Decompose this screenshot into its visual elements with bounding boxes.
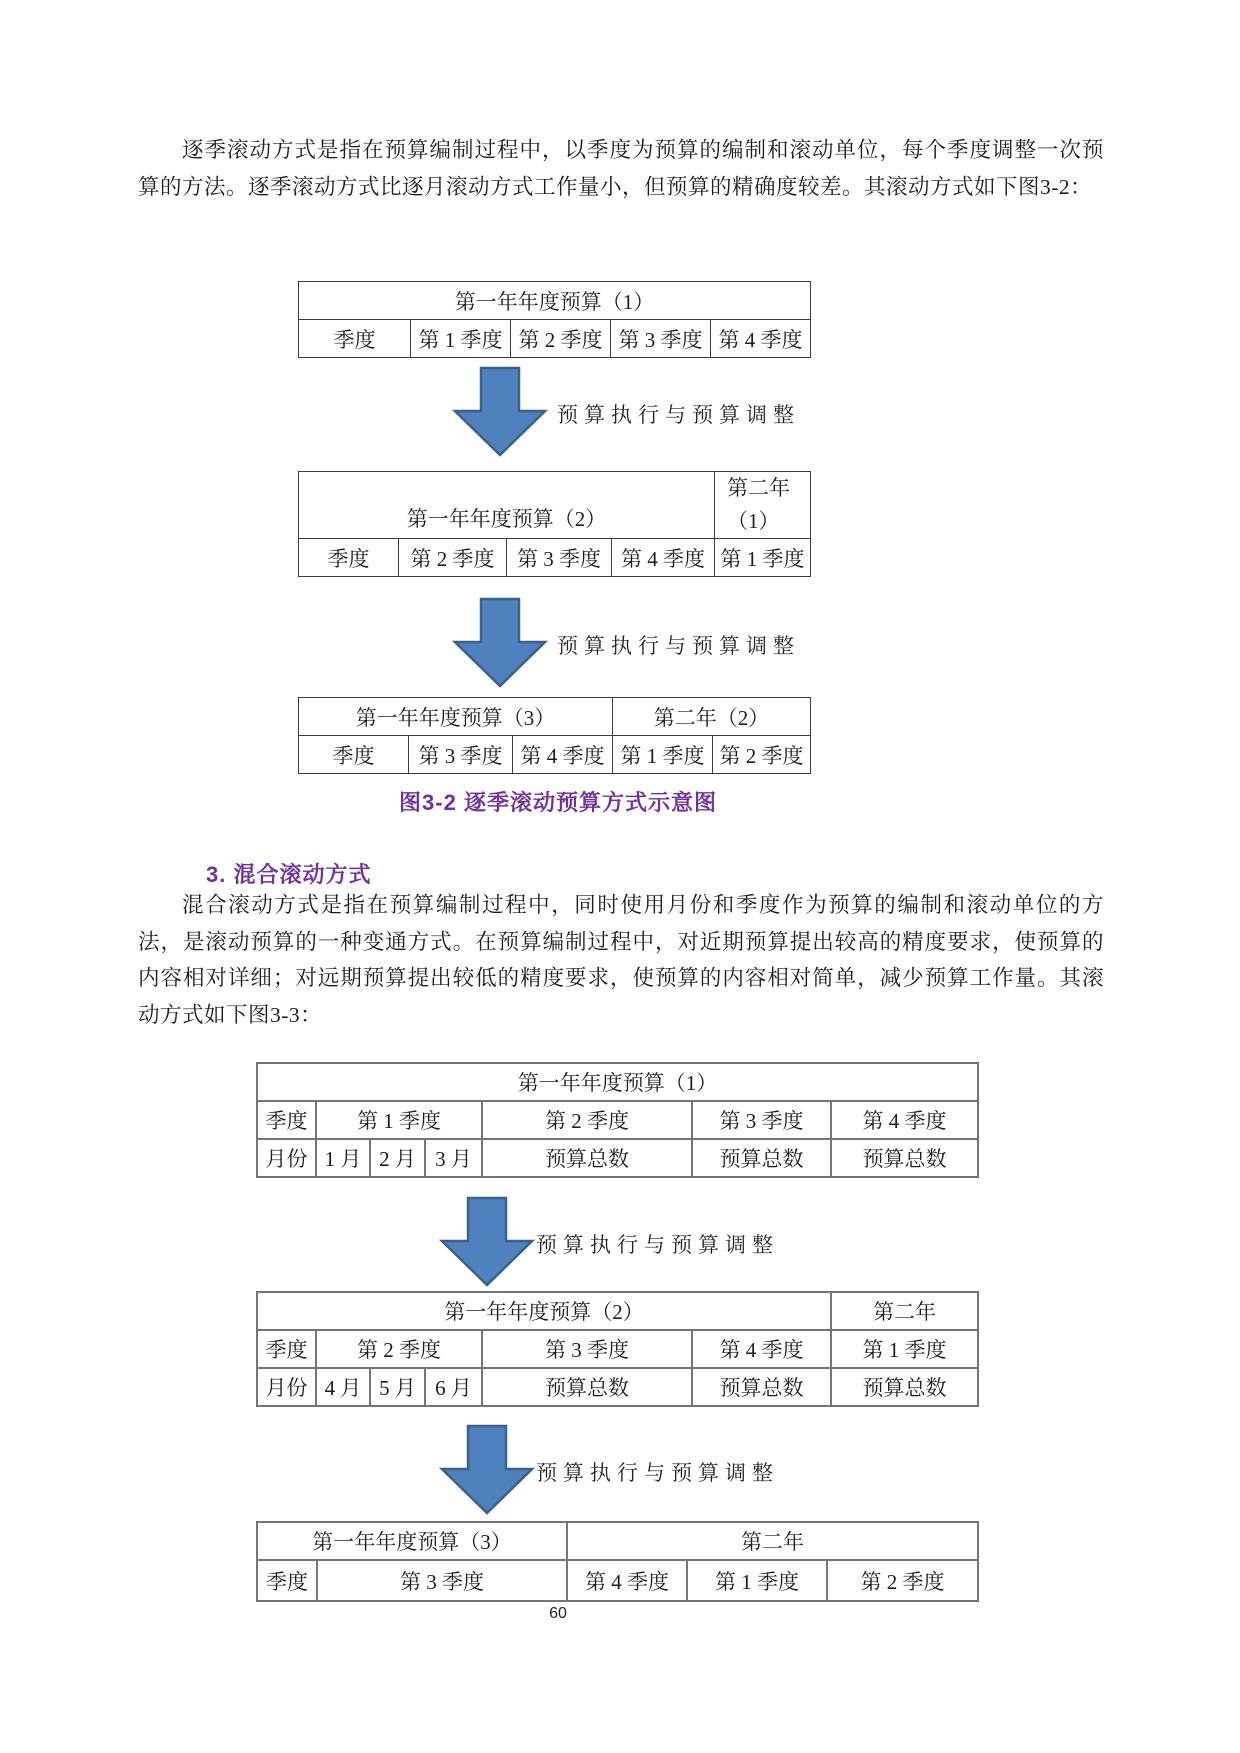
table-cell: 预算总数 bbox=[831, 1368, 978, 1406]
table-cell: 预算总数 bbox=[831, 1139, 978, 1177]
table-row bbox=[257, 1522, 978, 1560]
intro-paragraph: 逐季滚动方式是指在预算编制过程中，以季度为预算的编制和滚动单位，每个季度调整一次预算的方法。逐季滚动方式比逐月滚动方式工作量小，但预算的精确度较差。其滚动方式如下图3-2： bbox=[138, 138, 1104, 199]
fig33-table-3 bbox=[256, 1521, 979, 1602]
table-cell: 1 月 bbox=[316, 1139, 370, 1177]
table-cell: 第 1 季度 bbox=[687, 1560, 827, 1601]
table-cell: 第 3 季度 bbox=[482, 1330, 692, 1368]
table-cell: 预算总数 bbox=[482, 1139, 692, 1177]
table-cell: 第 1 季度 bbox=[715, 539, 811, 577]
down-arrow-icon bbox=[439, 1196, 535, 1288]
table-cell: 季度 bbox=[257, 1560, 317, 1601]
table-row bbox=[257, 1330, 978, 1368]
table-cell: 季度 bbox=[257, 1101, 316, 1139]
table-row bbox=[257, 1063, 978, 1101]
table-row bbox=[257, 1292, 978, 1330]
table-cell: 第 4 季度 bbox=[831, 1101, 978, 1139]
table-cell: 第 3 季度 bbox=[692, 1101, 831, 1139]
table-title-cell: 第一年年度预算（3） bbox=[257, 1522, 567, 1560]
table-cell: 第 2 季度 bbox=[713, 736, 811, 774]
table-row bbox=[257, 1139, 978, 1177]
fig32-table-2 bbox=[298, 471, 811, 577]
table-cell: 第 3 季度 bbox=[317, 1560, 567, 1601]
table-row bbox=[257, 1560, 978, 1601]
table-cell: 第 2 季度 bbox=[511, 320, 611, 358]
down-arrow-icon bbox=[452, 597, 548, 689]
table-cell: 第 3 季度 bbox=[507, 539, 612, 577]
table-cell: 第 4 季度 bbox=[513, 736, 613, 774]
table-cell: 预算总数 bbox=[692, 1368, 831, 1406]
year2-line2: （1） bbox=[727, 509, 780, 533]
page-number: 60 bbox=[549, 1605, 567, 1622]
table-title-cell: 第一年年度预算（2） bbox=[257, 1292, 831, 1330]
table-cell: 第 2 季度 bbox=[827, 1560, 978, 1601]
table-cell: 第 2 季度 bbox=[482, 1101, 692, 1139]
table-cell: 4 月 bbox=[316, 1368, 370, 1406]
table-row bbox=[257, 1101, 978, 1139]
table-row bbox=[299, 736, 811, 774]
table-cell: 第 4 季度 bbox=[567, 1560, 687, 1601]
table-cell: 第 4 季度 bbox=[692, 1330, 831, 1368]
table-cell: 第 2 季度 bbox=[316, 1330, 482, 1368]
table-row bbox=[299, 320, 811, 358]
fig33-table-2 bbox=[256, 1291, 979, 1407]
table-cell: 2 月 bbox=[370, 1139, 425, 1177]
table-cell: 3 月 bbox=[425, 1139, 482, 1177]
table-cell: 季度 bbox=[299, 736, 409, 774]
table-cell: 预算总数 bbox=[692, 1139, 831, 1177]
down-arrow-icon bbox=[452, 366, 548, 458]
table-row bbox=[299, 282, 811, 320]
arrow-label: 预算执行与预算调整 bbox=[536, 1233, 779, 1257]
table-cell: 月份 bbox=[257, 1139, 316, 1177]
year2-cell: 第二年 bbox=[831, 1292, 978, 1330]
year2-cell: 第二年（2） bbox=[613, 698, 811, 736]
fig33-table-1 bbox=[256, 1062, 979, 1178]
table-cell: 季度 bbox=[299, 320, 411, 358]
fig32-table-3 bbox=[298, 697, 811, 774]
arrow-label: 预算执行与预算调整 bbox=[557, 403, 800, 427]
down-arrow-icon bbox=[439, 1424, 535, 1516]
table-cell: 季度 bbox=[299, 539, 399, 577]
table-row bbox=[299, 472, 811, 539]
arrow-label: 预算执行与预算调整 bbox=[557, 634, 800, 658]
year2-line1: 第二年 bbox=[727, 476, 790, 500]
table-cell: 6 月 bbox=[425, 1368, 482, 1406]
fig32-table-1 bbox=[298, 281, 811, 358]
table-cell: 第 2 季度 bbox=[399, 539, 507, 577]
table-cell: 第 3 季度 bbox=[611, 320, 711, 358]
table-cell: 第 1 季度 bbox=[316, 1101, 482, 1139]
table-cell: 第 1 季度 bbox=[613, 736, 713, 774]
table-cell: 第 4 季度 bbox=[711, 320, 811, 358]
table-row bbox=[299, 539, 811, 577]
table-cell: 第 3 季度 bbox=[409, 736, 513, 774]
table-title-cell: 第一年年度预算（1） bbox=[299, 282, 811, 320]
table-cell: 5 月 bbox=[370, 1368, 425, 1406]
table-row bbox=[257, 1368, 978, 1406]
table-cell: 季度 bbox=[257, 1330, 316, 1368]
table-title-cell: 第一年年度预算（3） bbox=[299, 698, 613, 736]
section-heading: 3. 混合滚动方式 bbox=[206, 862, 372, 887]
table-title-cell: 第一年年度预算（1） bbox=[257, 1063, 978, 1101]
fig32-caption: 图3-2 逐季滚动预算方式示意图 bbox=[399, 790, 717, 815]
table-cell: 月份 bbox=[257, 1368, 316, 1406]
table-title-cell: 第一年年度预算（2） bbox=[299, 472, 715, 539]
section-paragraph: 混合滚动方式是指在预算编制过程中，同时使用月份和季度作为预算的编制和滚动单位的方法，是滚动预算的一种变通方式。在预算编制过程中，对近期预算提出较高的精度要求，使预算的内容相对详细；对远期预算提出较低的精度要求，使预算的内容相对简单，减少预算工作量。其滚动方式如下图3-3： bbox=[138, 893, 1104, 1027]
table-cell: 预算总数 bbox=[482, 1368, 692, 1406]
table-cell: 第 1 季度 bbox=[411, 320, 511, 358]
year2-cell bbox=[715, 472, 811, 539]
table-cell: 第 4 季度 bbox=[612, 539, 715, 577]
table-cell: 第 1 季度 bbox=[831, 1330, 978, 1368]
table-row bbox=[299, 698, 811, 736]
arrow-label: 预算执行与预算调整 bbox=[536, 1461, 779, 1485]
year2-cell: 第二年 bbox=[567, 1522, 978, 1560]
